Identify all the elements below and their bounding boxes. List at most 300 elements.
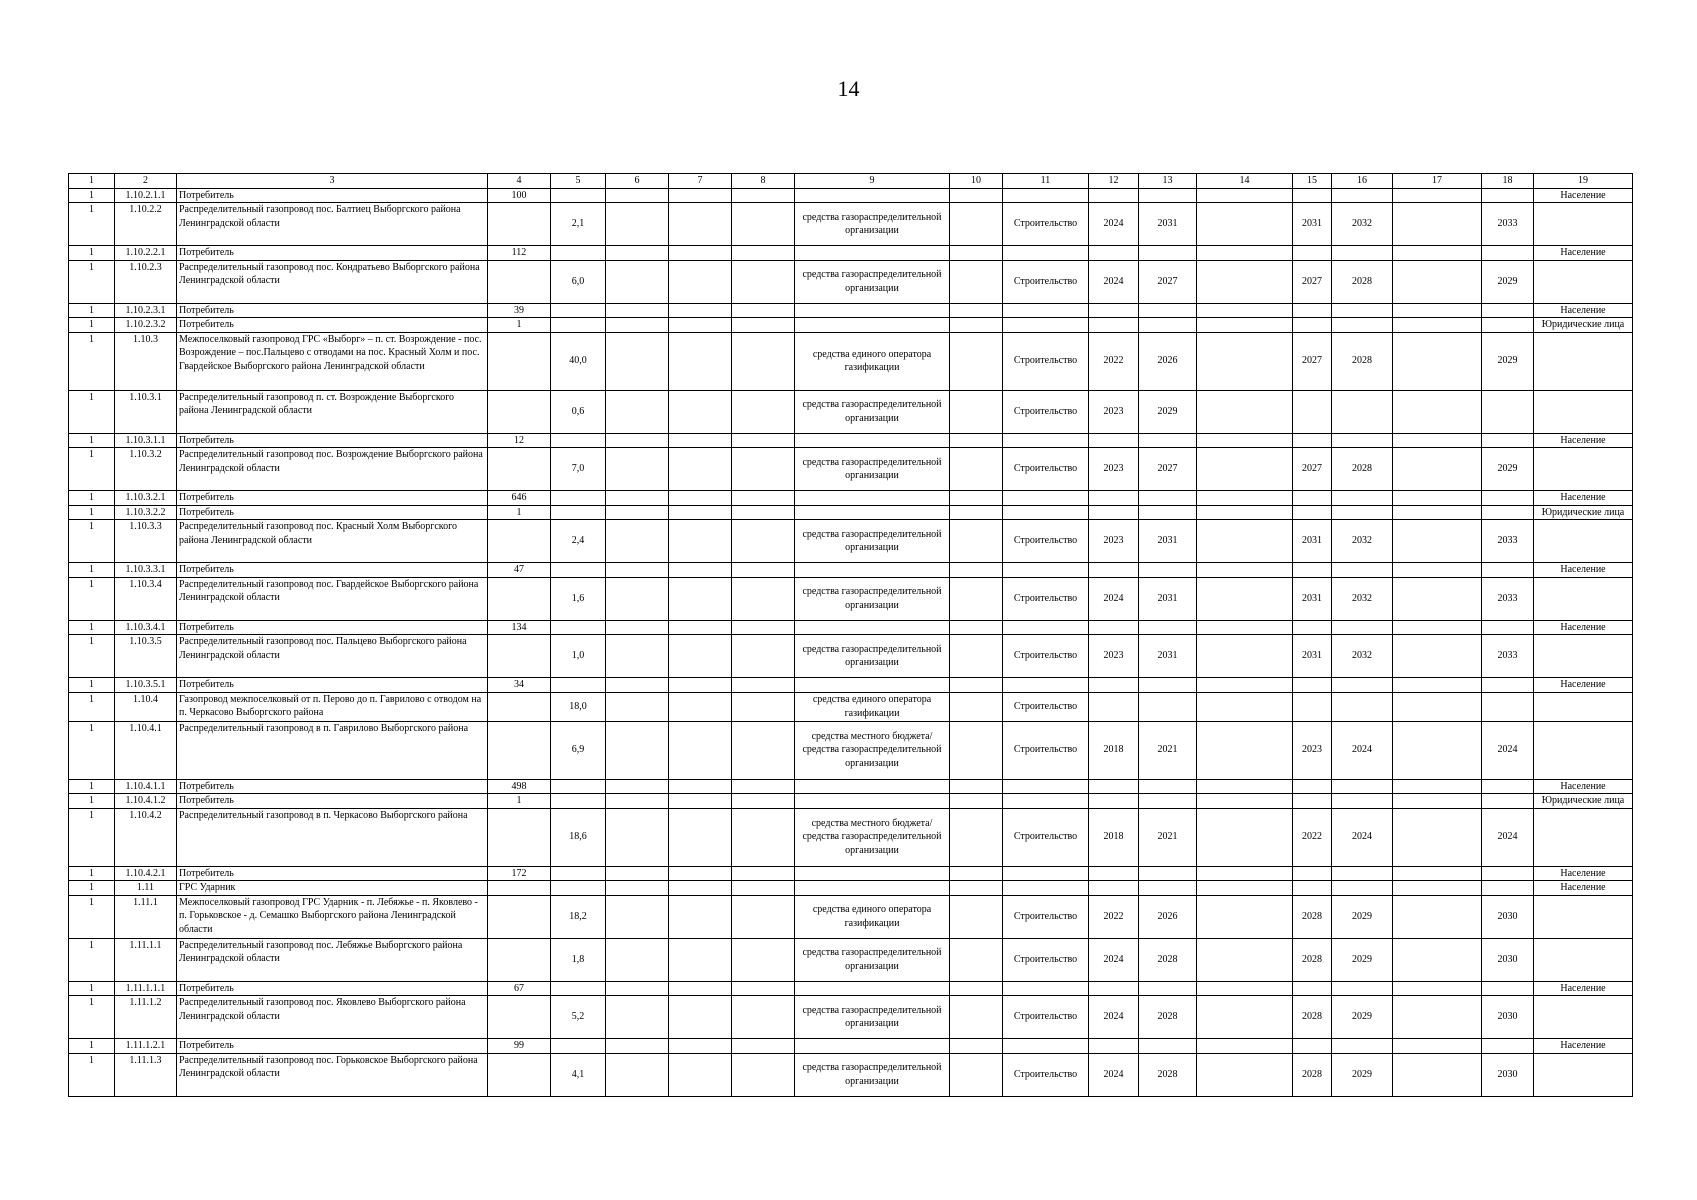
- table-cell-col-3: Распределительный газопровод пос. Гвардейское Выборгского района Ленинградской области: [177, 577, 488, 620]
- table-cell-col-13: [1139, 1039, 1197, 1054]
- table-cell-col-6: [606, 260, 669, 303]
- table-cell-col-4: 646: [488, 491, 551, 506]
- table-cell-col-17: [1393, 881, 1482, 896]
- table-cell-col-3: Распределительный газопровод пос. Пальцево Выборгского района Ленинградской области: [177, 635, 488, 678]
- table-cell-col-19: [1534, 332, 1633, 390]
- table-cell-col-4: [488, 332, 551, 390]
- table-cell-col-5: 2,4: [551, 520, 606, 563]
- table-cell-col-3: Потребитель: [177, 491, 488, 506]
- table-cell-col-4: 100: [488, 188, 551, 203]
- table-cell-col-9: средства газораспределительной организации: [795, 996, 950, 1039]
- table-cell-col-15: 2028: [1293, 1053, 1332, 1096]
- table-cell-col-5: [551, 303, 606, 318]
- table-cell-col-6: [606, 678, 669, 693]
- table-cell-col-14: [1197, 635, 1293, 678]
- table-cell-col-9: средства газораспределительной организации: [795, 938, 950, 981]
- table-cell-col-17: [1393, 678, 1482, 693]
- column-number-cell: 11: [1003, 174, 1089, 189]
- table-cell-col-18: [1482, 491, 1534, 506]
- table-cell-col-7: [669, 620, 732, 635]
- table-row: [69, 260, 1633, 303]
- table-cell-col-5: 2,1: [551, 203, 606, 246]
- table-cell-col-7: [669, 938, 732, 981]
- table-cell-col-5: [551, 779, 606, 794]
- table-cell-col-14: [1197, 520, 1293, 563]
- table-cell-col-4: [488, 203, 551, 246]
- table-cell-col-9: [795, 866, 950, 881]
- table-cell-col-1: 1: [69, 577, 115, 620]
- table-cell-col-7: [669, 808, 732, 866]
- table-cell-col-2: 1.10.3.5: [115, 635, 177, 678]
- table-cell-col-7: [669, 318, 732, 333]
- table-cell-col-1: 1: [69, 678, 115, 693]
- table-row: [69, 1039, 1633, 1054]
- table-row: [69, 563, 1633, 578]
- table-cell-col-7: [669, 260, 732, 303]
- table-cell-col-13: [1139, 505, 1197, 520]
- table-cell-col-1: 1: [69, 866, 115, 881]
- table-cell-col-5: 1,8: [551, 938, 606, 981]
- column-number-cell: 6: [606, 174, 669, 189]
- table-cell-col-19: [1534, 996, 1633, 1039]
- table-cell-col-3: Потребитель: [177, 505, 488, 520]
- table-cell-col-1: 1: [69, 260, 115, 303]
- table-cell-col-17: [1393, 996, 1482, 1039]
- table-cell-col-9: [795, 620, 950, 635]
- table-cell-col-1: 1: [69, 938, 115, 981]
- table-cell-col-3: Распределительный газопровод пос. Возрождение Выборгского района Ленинградской области: [177, 448, 488, 491]
- table-cell-col-7: [669, 779, 732, 794]
- table-cell-col-19: Население: [1534, 303, 1633, 318]
- table-cell-col-14: [1197, 981, 1293, 996]
- table-cell-col-10: [950, 678, 1003, 693]
- table-cell-col-5: [551, 491, 606, 506]
- table-cell-col-16: [1332, 866, 1393, 881]
- table-cell-col-8: [732, 895, 795, 938]
- table-cell-col-18: 2033: [1482, 520, 1534, 563]
- table-cell-col-14: [1197, 303, 1293, 318]
- table-cell-col-7: [669, 433, 732, 448]
- table-cell-col-9: [795, 491, 950, 506]
- table-cell-col-11: Строительство: [1003, 260, 1089, 303]
- table-cell-col-5: 18,6: [551, 808, 606, 866]
- table-cell-col-4: 1: [488, 505, 551, 520]
- table-cell-col-7: [669, 866, 732, 881]
- table-cell-col-3: Распределительный газопровод в п. Гаврилово Выборгского района: [177, 721, 488, 779]
- table-cell-col-3: Распределительный газопровод в п. Черкасово Выборгского района: [177, 808, 488, 866]
- table-cell-col-12: 2018: [1089, 808, 1139, 866]
- table-cell-col-10: [950, 1053, 1003, 1096]
- table-cell-col-13: [1139, 794, 1197, 809]
- table-cell-col-6: [606, 895, 669, 938]
- table-cell-col-2: 1.10.4.2: [115, 808, 177, 866]
- table-cell-col-1: 1: [69, 635, 115, 678]
- table-cell-col-15: 2028: [1293, 996, 1332, 1039]
- table-cell-col-9: [795, 563, 950, 578]
- table-cell-col-5: [551, 794, 606, 809]
- table-cell-col-2: 1.10.3.3.1: [115, 563, 177, 578]
- table-cell-col-13: [1139, 620, 1197, 635]
- table-cell-col-7: [669, 794, 732, 809]
- table-cell-col-17: [1393, 721, 1482, 779]
- table-cell-col-8: [732, 433, 795, 448]
- table-cell-col-6: [606, 779, 669, 794]
- table-cell-col-19: [1534, 692, 1633, 721]
- table-cell-col-1: 1: [69, 563, 115, 578]
- table-cell-col-16: [1332, 318, 1393, 333]
- table-cell-col-5: [551, 505, 606, 520]
- table-cell-col-16: 2032: [1332, 635, 1393, 678]
- table-cell-col-15: [1293, 390, 1332, 433]
- table-cell-col-6: [606, 692, 669, 721]
- table-cell-col-2: 1.10.2.3.2: [115, 318, 177, 333]
- table-cell-col-14: [1197, 491, 1293, 506]
- table-cell-col-8: [732, 260, 795, 303]
- table-cell-col-19: Юридические лица: [1534, 794, 1633, 809]
- table-cell-col-6: [606, 938, 669, 981]
- table-cell-col-17: [1393, 866, 1482, 881]
- table-cell-col-12: [1089, 303, 1139, 318]
- table-cell-col-16: [1332, 246, 1393, 261]
- table-cell-col-19: [1534, 635, 1633, 678]
- table-cell-col-18: 2030: [1482, 996, 1534, 1039]
- table-cell-col-18: [1482, 692, 1534, 721]
- table-cell-col-9: средства местного бюджета/средства газораспределительной организации: [795, 721, 950, 779]
- table-cell-col-6: [606, 620, 669, 635]
- table-cell-col-12: 2023: [1089, 390, 1139, 433]
- table-cell-col-12: [1089, 246, 1139, 261]
- table-cell-col-14: [1197, 721, 1293, 779]
- table-cell-col-14: [1197, 246, 1293, 261]
- table-cell-col-16: [1332, 390, 1393, 433]
- table-cell-col-6: [606, 448, 669, 491]
- table-cell-col-11: Строительство: [1003, 996, 1089, 1039]
- table-cell-col-10: [950, 808, 1003, 866]
- table-cell-col-13: [1139, 779, 1197, 794]
- table-cell-col-8: [732, 692, 795, 721]
- table-cell-col-13: [1139, 491, 1197, 506]
- table-cell-col-6: [606, 808, 669, 866]
- table-cell-col-7: [669, 390, 732, 433]
- table-cell-col-14: [1197, 318, 1293, 333]
- column-number-cell: 18: [1482, 174, 1534, 189]
- table-cell-col-1: 1: [69, 433, 115, 448]
- table-cell-col-4: 67: [488, 981, 551, 996]
- table-cell-col-13: [1139, 981, 1197, 996]
- table-cell-col-10: [950, 692, 1003, 721]
- table-cell-col-13: 2026: [1139, 332, 1197, 390]
- table-cell-col-11: Строительство: [1003, 203, 1089, 246]
- table-cell-col-1: 1: [69, 721, 115, 779]
- table-cell-col-16: 2029: [1332, 996, 1393, 1039]
- table-cell-col-19: Население: [1534, 881, 1633, 896]
- table-cell-col-18: 2033: [1482, 635, 1534, 678]
- table-cell-col-12: [1089, 881, 1139, 896]
- table-cell-col-13: 2027: [1139, 260, 1197, 303]
- table-cell-col-6: [606, 520, 669, 563]
- table-cell-col-8: [732, 1039, 795, 1054]
- table-cell-col-19: [1534, 895, 1633, 938]
- table-cell-col-10: [950, 620, 1003, 635]
- table-cell-col-1: 1: [69, 505, 115, 520]
- table-cell-col-5: 6,0: [551, 260, 606, 303]
- table-cell-col-14: [1197, 881, 1293, 896]
- table-cell-col-11: Строительство: [1003, 895, 1089, 938]
- table-cell-col-13: 2031: [1139, 203, 1197, 246]
- table-cell-col-11: [1003, 433, 1089, 448]
- table-cell-col-12: [1089, 866, 1139, 881]
- table-cell-col-15: [1293, 491, 1332, 506]
- table-row: [69, 188, 1633, 203]
- table-cell-col-9: [795, 779, 950, 794]
- table-cell-col-7: [669, 563, 732, 578]
- table-cell-col-8: [732, 448, 795, 491]
- table-cell-col-16: [1332, 779, 1393, 794]
- table-cell-col-3: Распределительный газопровод пос. Горьковское Выборгского района Ленинградской области: [177, 1053, 488, 1096]
- table-cell-col-12: [1089, 188, 1139, 203]
- table-cell-col-16: [1332, 794, 1393, 809]
- table-cell-col-18: 2030: [1482, 895, 1534, 938]
- table-cell-col-8: [732, 635, 795, 678]
- table-cell-col-3: Распределительный газопровод пос. Лебяжье Выборгского района Ленинградской области: [177, 938, 488, 981]
- table-cell-col-9: средства газораспределительной организации: [795, 635, 950, 678]
- table-cell-col-18: 2030: [1482, 1053, 1534, 1096]
- table-cell-col-15: 2031: [1293, 520, 1332, 563]
- table-cell-col-11: Строительство: [1003, 692, 1089, 721]
- table-cell-col-18: [1482, 318, 1534, 333]
- table-cell-col-16: 2028: [1332, 332, 1393, 390]
- table-cell-col-3: Потребитель: [177, 318, 488, 333]
- table-cell-col-9: средства газораспределительной организации: [795, 260, 950, 303]
- table-cell-col-2: 1.10.4: [115, 692, 177, 721]
- table-cell-col-1: 1: [69, 448, 115, 491]
- table-cell-col-19: [1534, 448, 1633, 491]
- table-cell-col-2: 1.10.3.2: [115, 448, 177, 491]
- table-cell-col-3: Газопровод межпоселковый от п. Перово до п. Гаврилово с отводом на п. Черкасово Выборгского района: [177, 692, 488, 721]
- table-cell-col-8: [732, 577, 795, 620]
- table-cell-col-9: [795, 1039, 950, 1054]
- table-cell-col-16: 2028: [1332, 260, 1393, 303]
- table-cell-col-8: [732, 779, 795, 794]
- table-cell-col-11: [1003, 318, 1089, 333]
- table-cell-col-2: 1.11.1.3: [115, 1053, 177, 1096]
- table-cell-col-16: [1332, 563, 1393, 578]
- table-cell-col-14: [1197, 332, 1293, 390]
- table-cell-col-17: [1393, 779, 1482, 794]
- table-cell-col-12: 2023: [1089, 635, 1139, 678]
- table-cell-col-3: Потребитель: [177, 620, 488, 635]
- table-cell-col-5: 4,1: [551, 1053, 606, 1096]
- table-cell-col-17: [1393, 246, 1482, 261]
- table-cell-col-17: [1393, 491, 1482, 506]
- table-cell-col-14: [1197, 1053, 1293, 1096]
- table-cell-col-14: [1197, 895, 1293, 938]
- table-cell-col-8: [732, 981, 795, 996]
- table-cell-col-16: [1332, 188, 1393, 203]
- table-cell-col-9: средства единого оператора газификации: [795, 692, 950, 721]
- table-cell-col-18: [1482, 866, 1534, 881]
- table-cell-col-19: Население: [1534, 188, 1633, 203]
- table-cell-col-11: Строительство: [1003, 1053, 1089, 1096]
- table-cell-col-14: [1197, 996, 1293, 1039]
- table-cell-col-8: [732, 332, 795, 390]
- table-cell-col-1: 1: [69, 188, 115, 203]
- table-row: [69, 938, 1633, 981]
- table-cell-col-5: [551, 866, 606, 881]
- table-cell-col-8: [732, 794, 795, 809]
- table-cell-col-1: 1: [69, 808, 115, 866]
- table-cell-col-2: 1.10.3.3: [115, 520, 177, 563]
- table-cell-col-3: Межпоселковый газопровод ГРС «Выборг» – п. ст. Возрождение - пос. Возрождение – пос.Пальцево с отводами на пос. Красный Холм и пос. Гвардейское Выборгского района Ленинградской области: [177, 332, 488, 390]
- table-cell-col-4: [488, 390, 551, 433]
- table-cell-col-16: 2024: [1332, 721, 1393, 779]
- table-cell-col-4: [488, 938, 551, 981]
- table-cell-col-12: 2024: [1089, 938, 1139, 981]
- table-cell-col-6: [606, 433, 669, 448]
- table-cell-col-14: [1197, 692, 1293, 721]
- table-cell-col-10: [950, 203, 1003, 246]
- table-cell-col-15: [1293, 692, 1332, 721]
- table-cell-col-1: 1: [69, 794, 115, 809]
- table-cell-col-1: 1: [69, 981, 115, 996]
- table-cell-col-8: [732, 505, 795, 520]
- table-cell-col-10: [950, 881, 1003, 896]
- table-cell-col-5: 1,0: [551, 635, 606, 678]
- table-cell-col-4: [488, 881, 551, 896]
- table-cell-col-18: [1482, 620, 1534, 635]
- table-cell-col-15: [1293, 981, 1332, 996]
- table-cell-col-5: 0,6: [551, 390, 606, 433]
- table-row: [69, 692, 1633, 721]
- table-cell-col-3: Потребитель: [177, 563, 488, 578]
- table-cell-col-6: [606, 1053, 669, 1096]
- table-cell-col-5: 1,6: [551, 577, 606, 620]
- table-cell-col-2: 1.10.4.2.1: [115, 866, 177, 881]
- table-cell-col-5: 40,0: [551, 332, 606, 390]
- table-cell-col-13: 2031: [1139, 520, 1197, 563]
- table-cell-col-7: [669, 577, 732, 620]
- table-cell-col-3: Потребитель: [177, 1039, 488, 1054]
- table-cell-col-10: [950, 188, 1003, 203]
- table-cell-col-2: 1.11.1.1.1: [115, 981, 177, 996]
- table-cell-col-12: 2024: [1089, 996, 1139, 1039]
- table-cell-col-12: [1089, 678, 1139, 693]
- table-cell-col-14: [1197, 188, 1293, 203]
- table-cell-col-12: 2024: [1089, 260, 1139, 303]
- table-cell-col-12: 2018: [1089, 721, 1139, 779]
- table-cell-col-2: 1.10.2.1.1: [115, 188, 177, 203]
- table-cell-col-5: 6,9: [551, 721, 606, 779]
- table-cell-col-9: средства газораспределительной организации: [795, 390, 950, 433]
- table-cell-col-9: средства газораспределительной организации: [795, 203, 950, 246]
- table-cell-col-19: [1534, 520, 1633, 563]
- table-cell-col-14: [1197, 938, 1293, 981]
- table-cell-col-16: [1332, 692, 1393, 721]
- table-cell-col-1: 1: [69, 779, 115, 794]
- table-cell-col-8: [732, 938, 795, 981]
- table-cell-col-10: [950, 303, 1003, 318]
- table-row: [69, 332, 1633, 390]
- table-cell-col-17: [1393, 505, 1482, 520]
- table-cell-col-19: [1534, 938, 1633, 981]
- table-cell-col-11: [1003, 779, 1089, 794]
- table-cell-col-6: [606, 318, 669, 333]
- table-cell-col-13: 2021: [1139, 721, 1197, 779]
- table-cell-col-3: Потребитель: [177, 866, 488, 881]
- table-cell-col-9: [795, 433, 950, 448]
- table-cell-col-1: 1: [69, 895, 115, 938]
- column-number-cell: 19: [1534, 174, 1633, 189]
- table-cell-col-15: 2031: [1293, 635, 1332, 678]
- table-cell-col-1: 1: [69, 491, 115, 506]
- table-cell-col-7: [669, 895, 732, 938]
- table-cell-col-15: 2027: [1293, 448, 1332, 491]
- table-cell-col-11: [1003, 1039, 1089, 1054]
- table-cell-col-19: Население: [1534, 678, 1633, 693]
- table-cell-col-6: [606, 246, 669, 261]
- table-cell-col-1: 1: [69, 203, 115, 246]
- table-cell-col-5: [551, 881, 606, 896]
- table-cell-col-17: [1393, 188, 1482, 203]
- table-cell-col-17: [1393, 520, 1482, 563]
- table-cell-col-15: [1293, 620, 1332, 635]
- table-cell-col-3: Распределительный газопровод пос. Красный Холм Выборгского района Ленинградской области: [177, 520, 488, 563]
- table-cell-col-9: [795, 246, 950, 261]
- table-cell-col-11: Строительство: [1003, 808, 1089, 866]
- table-cell-col-10: [950, 996, 1003, 1039]
- table-cell-col-16: [1332, 881, 1393, 896]
- table-cell-col-3: Распределительный газопровод пос. Яковлево Выборгского района Ленинградской области: [177, 996, 488, 1039]
- table-cell-col-15: 2031: [1293, 203, 1332, 246]
- table-cell-col-12: 2023: [1089, 448, 1139, 491]
- table-cell-col-16: [1332, 491, 1393, 506]
- table-cell-col-19: [1534, 721, 1633, 779]
- table-cell-col-5: 18,0: [551, 692, 606, 721]
- table-cell-col-14: [1197, 260, 1293, 303]
- table-cell-col-14: [1197, 505, 1293, 520]
- table-cell-col-9: [795, 318, 950, 333]
- table-cell-col-2: 1.10.2.2: [115, 203, 177, 246]
- table-cell-col-10: [950, 491, 1003, 506]
- table-cell-col-18: [1482, 981, 1534, 996]
- table-cell-col-3: Потребитель: [177, 981, 488, 996]
- table-cell-col-4: 172: [488, 866, 551, 881]
- table-cell-col-11: [1003, 794, 1089, 809]
- table-cell-col-8: [732, 491, 795, 506]
- table-cell-col-18: 2030: [1482, 938, 1534, 981]
- table-cell-col-13: [1139, 433, 1197, 448]
- table-cell-col-11: Строительство: [1003, 332, 1089, 390]
- table-cell-col-18: 2029: [1482, 260, 1534, 303]
- table-cell-col-7: [669, 246, 732, 261]
- table-row: [69, 779, 1633, 794]
- table-cell-col-19: [1534, 390, 1633, 433]
- table-cell-col-14: [1197, 433, 1293, 448]
- table-cell-col-13: [1139, 318, 1197, 333]
- table-cell-col-8: [732, 808, 795, 866]
- table-cell-col-8: [732, 620, 795, 635]
- table-cell-col-17: [1393, 808, 1482, 866]
- column-number-cell: 5: [551, 174, 606, 189]
- column-number-cell: 16: [1332, 174, 1393, 189]
- table-cell-col-12: 2022: [1089, 895, 1139, 938]
- table-cell-col-4: 134: [488, 620, 551, 635]
- table-cell-col-10: [950, 635, 1003, 678]
- table-cell-col-4: 47: [488, 563, 551, 578]
- table-cell-col-9: [795, 981, 950, 996]
- table-cell-col-17: [1393, 433, 1482, 448]
- table-cell-col-4: [488, 260, 551, 303]
